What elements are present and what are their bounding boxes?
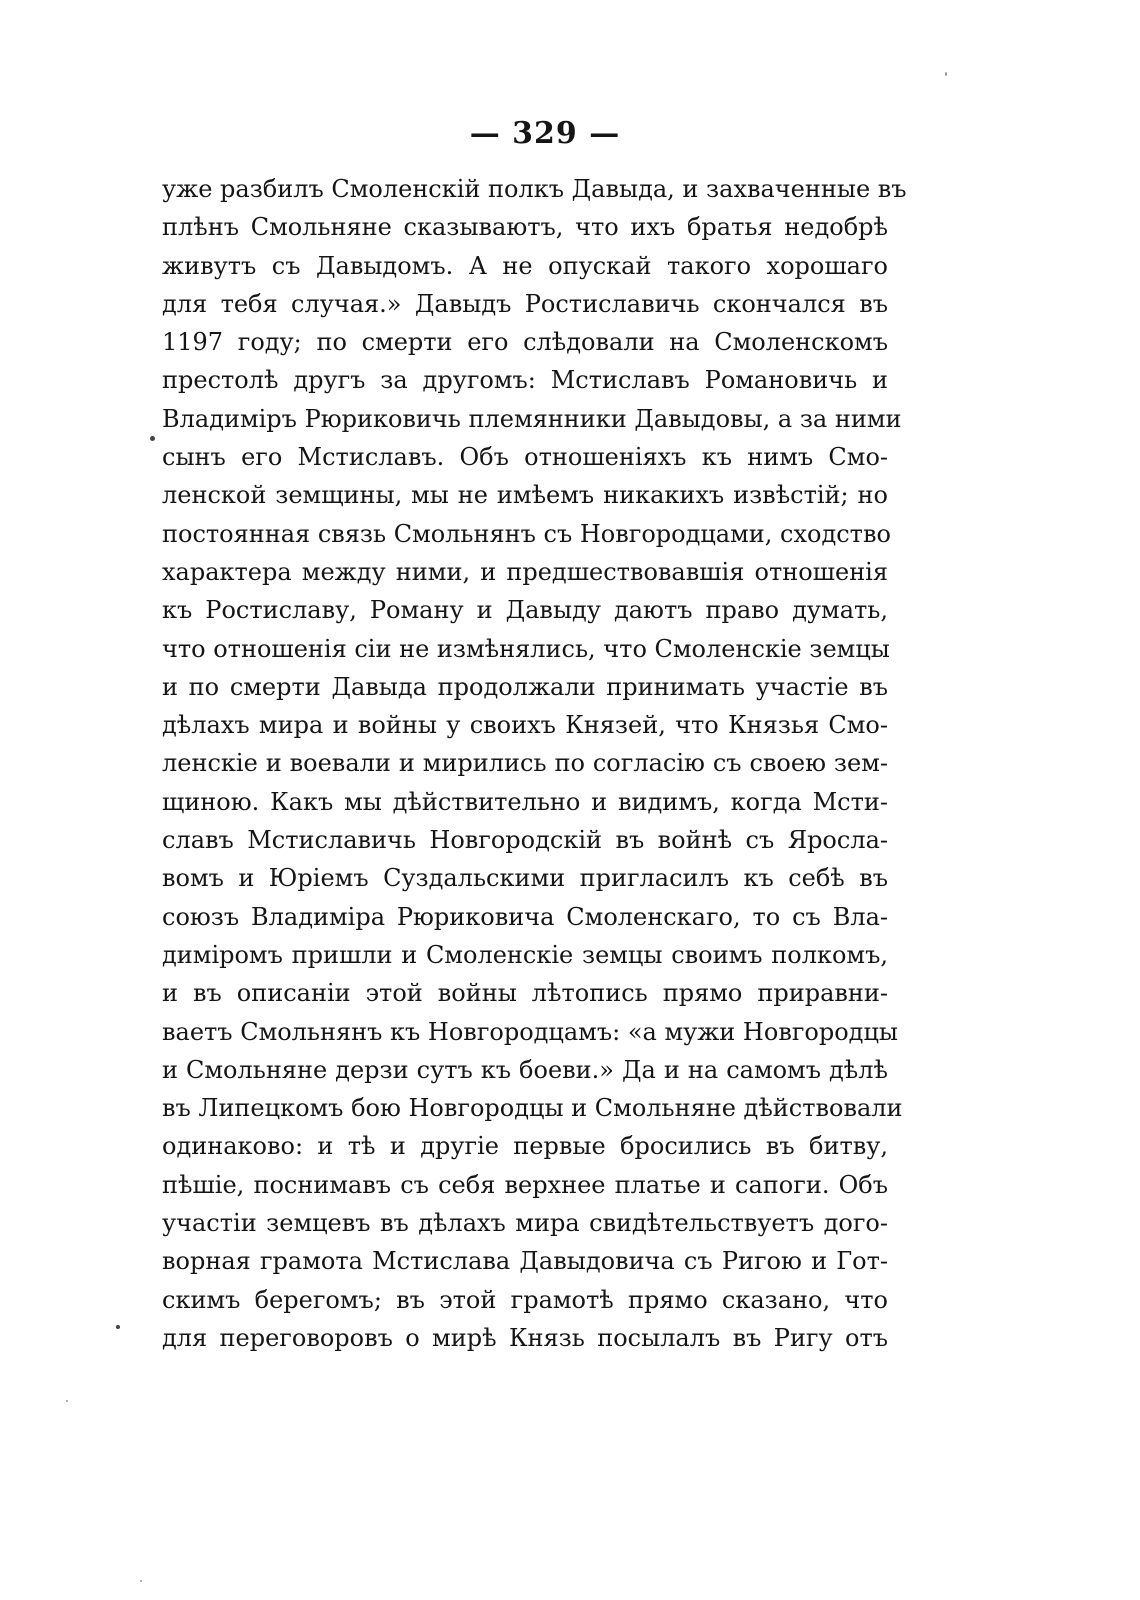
text-line: въ Липецкомъ бою Новгородцы и Смольняне дѣйствовали: [162, 1094, 903, 1123]
text-line: престолѣ другъ за другомъ: Мстиславъ Романовичь и: [162, 366, 888, 395]
scan-speck: [945, 72, 947, 76]
text-line: постоянная связь Смольнянъ съ Новгородцами, сходство: [162, 519, 891, 548]
text-line: сынъ его Мстиславъ. Объ отношеніяхъ къ нимъ Смо-: [162, 443, 888, 472]
text-line: и по смерти Давыда продолжали принимать участіе въ: [162, 672, 888, 701]
text-line: участіи земцевъ въ дѣлахъ мира свидѣтельствуетъ дого-: [162, 1209, 888, 1238]
text-line: характера между ними, и предшествовавшія отношенія: [162, 557, 888, 586]
text-line: живутъ съ Давыдомъ. А не опускай такого хорошаго: [162, 251, 888, 280]
text-line: союзъ Владиміра Рюриковича Смоленскаго, то съ Вла-: [162, 902, 888, 931]
text-line: одинаково: и тѣ и другіе первые бросились въ битву,: [162, 1132, 888, 1161]
text-line: пѣшіе, поснимавъ съ себя верхнее платье и сапоги. Объ: [162, 1170, 888, 1199]
text-line: ворная грамота Мстислава Давыдовича съ Ригою и Гот-: [162, 1247, 888, 1276]
text-line: ваетъ Смольнянъ къ Новгородцамъ: «а мужи Новгородцы: [162, 1017, 898, 1046]
text-line: Владиміръ Рюриковичь племянники Давыдовы, а за ними: [162, 404, 902, 433]
text-line: ленскіе и воевали и мирились по согласію съ своею зем-: [162, 749, 888, 778]
text-line: 1197 году; по смерти его слѣдовали на Смоленскомъ: [162, 328, 888, 357]
text-line: дѣлахъ мира и войны у своихъ Князей, что Князья Смо-: [162, 711, 888, 740]
text-line: къ Ростиславу, Роману и Давыду даютъ право думать,: [162, 596, 888, 625]
text-line: скимъ берегомъ; въ этой грамотѣ прямо сказано, что: [162, 1285, 888, 1314]
text-line: уже разбилъ Смоленскій полкъ Давыда, и захваченные въ: [162, 175, 907, 203]
text-line: для переговоровъ о мирѣ Князь посылалъ въ Ригу отъ: [162, 1323, 888, 1352]
text-line: диміромъ пришли и Смоленскіе земцы своимъ полкомъ,: [162, 940, 888, 969]
scan-speck: [150, 436, 155, 441]
text-line: щиною. Какъ мы дѣйствительно и видимъ, когда Мсти-: [162, 787, 888, 816]
text-line: ленской земщины, мы не имѣемъ никакихъ извѣстій; но: [162, 481, 888, 510]
scan-speck: [116, 1325, 120, 1329]
scan-speck: [66, 1400, 68, 1402]
text-line: для тебя случая.» Давыдъ Ростиславичь скончался въ: [162, 289, 888, 318]
text-line: плѣнъ Смольняне сказываютъ, что ихъ братья недобрѣ: [162, 213, 888, 242]
text-line: и Смольняне дерзи сутъ къ боеви.» Да и на самомъ дѣлѣ: [162, 1055, 888, 1084]
text-line: что отношенія сіи не измѣнялись, что Смоленскіе земцы: [162, 634, 890, 663]
text-line: и въ описаніи этой войны лѣтопись прямо приравни-: [162, 979, 888, 1008]
page-number: — 329 —: [469, 116, 621, 151]
body-text: [162, 170, 907, 1357]
text-line: вомъ и Юріемъ Суздальскими пригласилъ къ себѣ въ: [162, 864, 888, 893]
scan-speck: [140, 1580, 142, 1582]
text-line: славъ Мстиславичь Новгородскій въ войнѣ съ Яросла-: [162, 826, 888, 855]
